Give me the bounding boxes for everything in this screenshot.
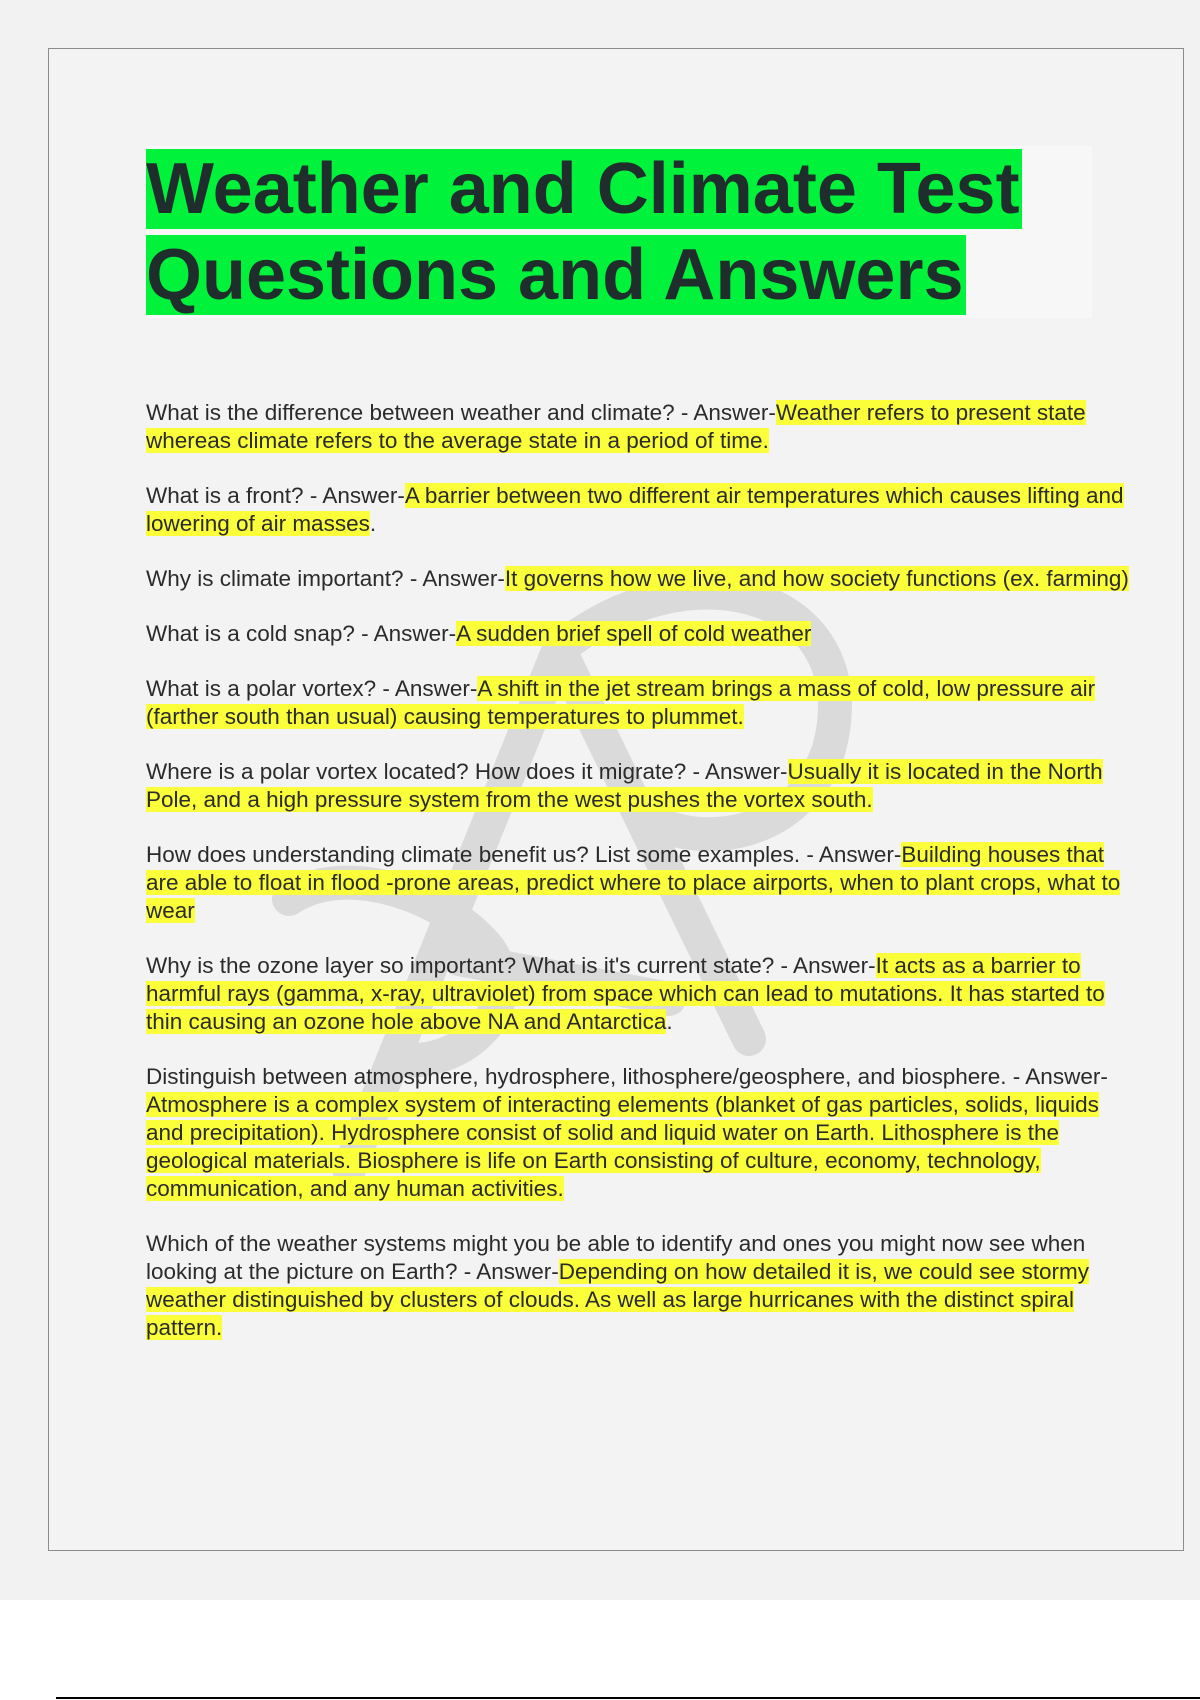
- answer-text: It acts as a barrier to harmful rays (gamma, x-ray, ultraviolet) from space which can lead to mutations. It has started to thin causing an ozone hole above NA and Antarctica: [146, 953, 1105, 1034]
- qa-item-8: Why is the ozone layer so important? What is it's current state? - Answer-It acts as a barrier to harmful rays (gamma, x-ray, ultraviolet) from space which can lead to mutations. It has started to thin causing an ozone hole above NA and Antarctica.: [146, 953, 1105, 1034]
- title-line-2: Questions and Answers: [146, 235, 964, 315]
- document-page: [48, 48, 1184, 1551]
- qa-item-1: [146, 399, 1136, 455]
- document-title: [146, 146, 1092, 318]
- question-text: Why is the ozone layer so important? What is it's current state? - Answer-: [146, 953, 876, 978]
- answer-text: A shift in the jet stream brings a mass of cold, low pressure air (farther south than usual) causing temperatures to plummet.: [146, 676, 1096, 729]
- answer-text: Atmosphere is a complex system of interacting elements (blanket of gas particles, solids, liquids and precipitation). Hydrosphere consist of solid and liquid water on Earth. Lithosphere is the geological materials. Biosphere is life on Earth consisting of culture, economy, technology, communication, and any human activities.: [146, 1092, 1099, 1201]
- question-text: Why is climate important? - Answer-: [146, 566, 505, 591]
- question-text: Which of the weather systems might you be able to identify and ones you might now see when looking at the picture on Earth? - Answer-: [146, 1231, 1086, 1284]
- title-line-1: Weather and Climate Test: [146, 149, 1020, 229]
- question-text: Distinguish between atmosphere, hydrosphere, lithosphere/geosphere, and biosphere. - Answer-: [146, 1064, 1108, 1089]
- answer-text: Weather refers to present state whereas climate refers to the average state in a period of time.: [146, 400, 1086, 453]
- question-text: What is a polar vortex? - Answer-: [146, 676, 478, 701]
- qa-item-9: [146, 1063, 1136, 1203]
- qa-item-2: What is a front? - Answer-A barrier between two different air temperatures which causes lifting and lowering of air masses.: [146, 483, 1124, 536]
- qa-list: [146, 399, 1136, 1369]
- question-text: How does understanding climate benefit us? List some examples. - Answer-: [146, 842, 902, 867]
- answer-text: It governs how we live, and how society functions (ex. farming): [504, 566, 1129, 591]
- question-text: Where is a polar vortex located? How does it migrate? - Answer-: [146, 759, 788, 784]
- question-text: What is a front? - Answer-: [146, 483, 405, 508]
- footer-divider: [56, 1697, 1200, 1699]
- answer-text: Depending on how detailed it is, we could see stormy weather distinguished by clusters of clouds. As well as large hurricanes with the distinct spiral pattern.: [146, 1259, 1090, 1340]
- answer-text: Usually it is located in the North Pole, and a high pressure system from the west pushes the vortex south.: [146, 759, 1103, 812]
- qa-item-6: [146, 758, 1136, 814]
- question-text: What is a cold snap? - Answer-: [146, 621, 457, 646]
- answer-text: A sudden brief spell of cold weather: [456, 621, 812, 646]
- answer-text: Building houses that are able to float in flood -prone areas, predict where to place airports, when to plant crops, what to wear: [146, 842, 1121, 923]
- qa-item-4: [146, 620, 1136, 648]
- qa-item-7: [146, 841, 1136, 925]
- qa-item-10: [146, 1230, 1136, 1342]
- qa-item-5: [146, 675, 1136, 731]
- qa-item-3: [146, 565, 1136, 593]
- answer-text: A barrier between two different air temperatures which causes lifting and lowering of air masses: [146, 483, 1124, 536]
- question-text: What is the difference between weather and climate? - Answer-: [146, 400, 776, 425]
